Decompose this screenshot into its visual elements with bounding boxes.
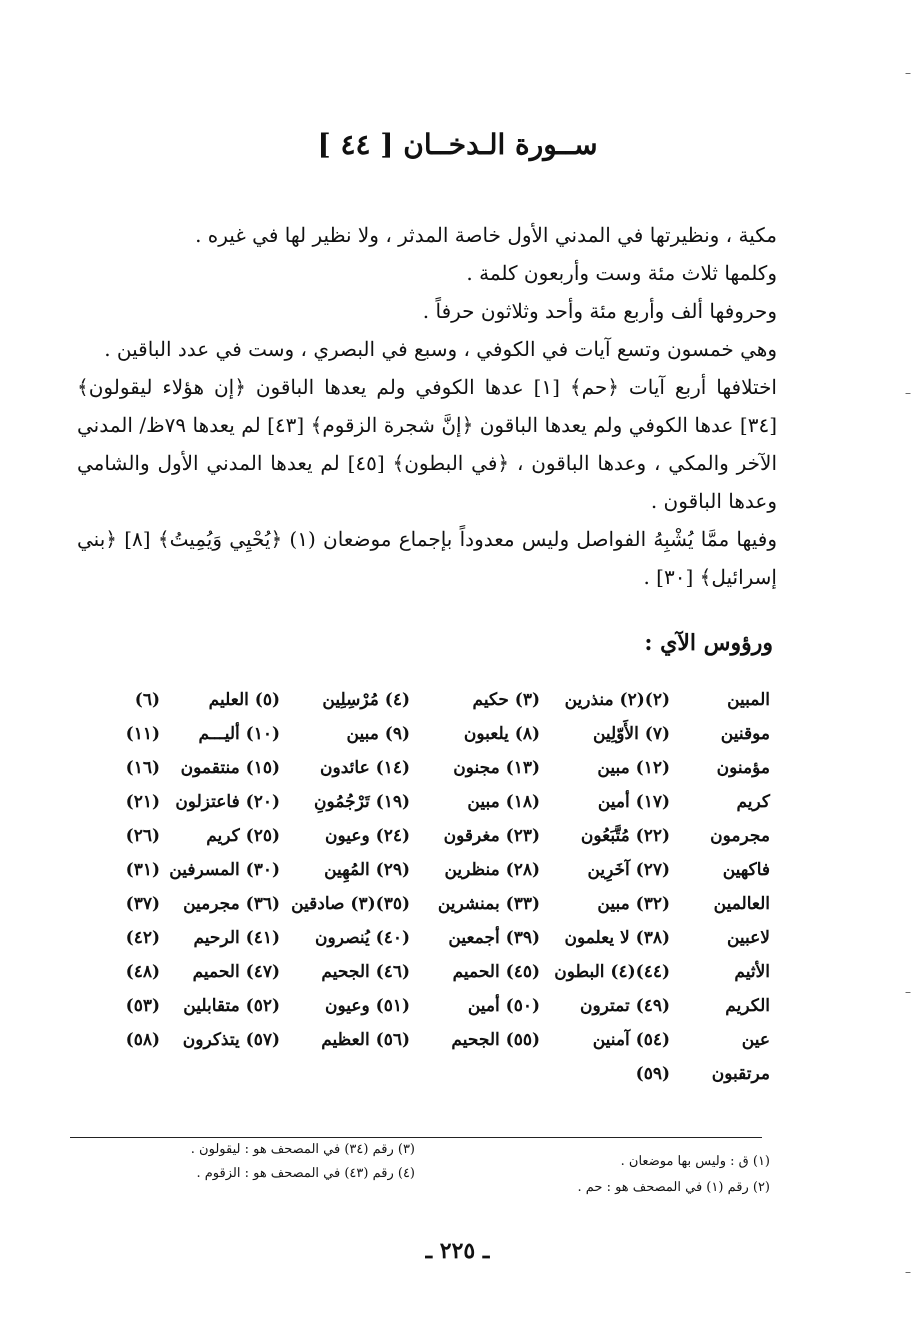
verse-cell: (٥٨) — [125, 1030, 160, 1050]
verse-cell: (١٣) مجنون — [453, 758, 540, 778]
verse-cell: (٤٥) الحميم — [452, 962, 540, 982]
verse-endings-table — [70, 690, 770, 1120]
verse-cell: (٧) الأَوّلِين — [592, 724, 670, 744]
verse-cell: (٢٠) فاعتزلون — [175, 792, 280, 812]
verse-cell: (٤١) الرحيم — [193, 928, 280, 948]
verse-cell: (٥٩) — [635, 1064, 670, 1084]
paragraph-letter-count: وحروفها ألف وأربع مئة وأحد وثلاثون حرفاً . — [422, 299, 777, 323]
verse-cell: (٢٢) مُتَّبَعُون — [580, 826, 670, 846]
verse-cell: مجرمون — [710, 826, 770, 846]
verse-cell: (٣٩) أجمعين — [448, 928, 540, 948]
footnote-4: (٤) رقم (٤٣) في المصحف هو : الزقوم . — [196, 1166, 415, 1181]
verse-cell: (٤٢) — [125, 928, 160, 948]
verse-cell: (٢٣) مغرقون — [443, 826, 540, 846]
verse-cell: موقنين — [720, 724, 770, 744]
verse-cell: (٤٦) الجحيم — [321, 962, 410, 982]
paragraph-word-count: وكلمها ثلاث مئة وست وأربعون كلمة . — [466, 261, 777, 285]
verse-row — [70, 792, 770, 826]
verse-row — [70, 826, 770, 860]
verse-cell: (٣٦) مجرمين — [183, 894, 280, 914]
paragraph-differences: اختلافها أربع آيات ﴿حم﴾ [١] عدها الكوفي ولم يعدها الباقون ﴿إن هؤلاء ليقولون﴾ [٣٤] عدها الكوفي ولم يعدها الباقون ﴿إنَّ شجرة الزقوم﴾ [٤٣] لم يعدها ٧٩ظ/ المدني الآخر والمكي ، وعدها الباقون ، ﴿في البطون﴾ [٤٥] لم يعدها المدني الأول والشامي وعدها الباقون . — [77, 375, 778, 513]
page-number: ـ ٢٢٥ ـ — [425, 1238, 490, 1264]
verse-cell: (٣٠) المسرفين — [169, 860, 280, 880]
verse-row — [70, 1064, 770, 1098]
verse-cell: (١٠) أليـــم — [198, 724, 280, 744]
verse-cell: (١٩) تَرْجُمُونِ — [314, 792, 410, 812]
verse-cell: (٢)(٢) منذرين — [564, 690, 670, 710]
verse-cell: (٥٧) يتذكرون — [182, 1030, 280, 1050]
verse-cell: كريم — [736, 792, 770, 812]
verse-cell: (٥٤) آمنين — [592, 1030, 670, 1050]
verse-cell: (٦) — [134, 690, 160, 710]
verse-cell: (٣٣) بمنشرين — [437, 894, 540, 914]
verse-cell: (٤) مُرْسِلِين — [322, 690, 410, 710]
verse-row — [70, 724, 770, 758]
verse-cell: (٢٨) منظرين — [444, 860, 540, 880]
verse-cell: (١٥) منتقمون — [180, 758, 280, 778]
verse-cell: المبين — [727, 690, 770, 710]
verse-cell: (٢٤) وعيون — [324, 826, 410, 846]
verse-cell: (٢٧) آخَرِين — [587, 860, 670, 880]
verse-cell: (٥) العليم — [208, 690, 280, 710]
paragraph-makkiyya: مكية ، ونظيرتها في المدني الأول خاصة المدثر ، ولا نظير لها في غيره . — [195, 223, 777, 247]
verse-cell: (٩) مبين — [346, 724, 410, 744]
verse-row — [70, 860, 770, 894]
footnote-3: (٣) رقم (٣٤) في المصحف هو : ليقولون . — [190, 1142, 415, 1157]
verse-row — [70, 758, 770, 792]
verse-cell: (١٤) عائدون — [320, 758, 410, 778]
verse-row — [70, 996, 770, 1030]
verse-cell: (١١) — [125, 724, 160, 744]
verse-cell: (٨) يلعبون — [463, 724, 540, 744]
verse-cell: (٢٩) المُهِين — [324, 860, 410, 880]
verse-cell: (٣٨) لا يعلمون — [564, 928, 670, 948]
verse-cell: مؤمنون — [716, 758, 770, 778]
verse-cell: (٥٠) أمين — [467, 996, 540, 1016]
verse-cell: (٤٧) الحميم — [192, 962, 280, 982]
verse-cell: (٥١) وعيون — [324, 996, 410, 1016]
verse-cell: عين — [741, 1030, 770, 1050]
verse-cell: (٣٢) مبين — [597, 894, 670, 914]
verse-cell: الأثيم — [734, 962, 770, 982]
verse-cell: (٢١) — [125, 792, 160, 812]
verse-cell: (٣٥)(٣) صادقين — [291, 894, 410, 914]
verse-row — [70, 928, 770, 962]
verse-row — [70, 690, 770, 724]
verse-row — [70, 1030, 770, 1064]
verse-cell: (٣٧) — [125, 894, 160, 914]
verse-cell: (٢٥) كريم — [206, 826, 280, 846]
intro-text — [77, 216, 777, 596]
footnote-1: (١) ق : وليس بها موضعان . — [620, 1154, 770, 1169]
verse-cell: (١٢) مبين — [597, 758, 670, 778]
verse-cell: (٤٠) يُنصرون — [315, 928, 410, 948]
margin-mark: – — [905, 66, 911, 80]
verse-cell: (٣) حكيم — [472, 690, 540, 710]
verse-cell: (٥٦) العظيم — [321, 1030, 410, 1050]
margin-mark: – — [905, 386, 911, 400]
verse-cell: العالمين — [713, 894, 770, 914]
margin-mark: – — [905, 1265, 911, 1279]
verse-cell: الكريم — [725, 996, 770, 1016]
verse-cell: (٢٦) — [125, 826, 160, 846]
footnotes — [70, 1140, 770, 1220]
footnote-2: (٢) رقم (١) في المصحف هو : حم . — [577, 1180, 770, 1195]
verse-cell: (٣١) — [125, 860, 160, 880]
verse-cell: لاعبين — [726, 928, 770, 948]
verse-cell: (٤٩) تمترون — [579, 996, 670, 1016]
verse-cell: مرتقبون — [711, 1064, 770, 1084]
verse-cell: (١٦) — [125, 758, 160, 778]
footnote-divider — [70, 1137, 762, 1138]
margin-mark: – — [905, 985, 911, 999]
verse-cell: (٤٨) — [125, 962, 160, 982]
verse-cell: (٥٥) الجحيم — [451, 1030, 540, 1050]
verse-endings-heading: ورؤوس الآي : — [644, 630, 773, 656]
paragraph-similar-separators: وفيها ممَّا يُشْبِهُ الفواصل وليس معدوداً بإجماع موضعان (١) ﴿يُحْيِي وَيُمِيتُ﴾ [٨] ﴿بني إسرائيل﴾ [٣٠] . — [77, 527, 777, 589]
verse-cell: فاكهين — [722, 860, 770, 880]
paragraph-verse-count: وهي خمسون وتسع آيات في الكوفي ، وسبع في البصري ، وست في عدد الباقين . — [104, 337, 777, 361]
verse-cell: (٤٤)(٤) البطون — [554, 962, 670, 982]
verse-cell: (١٧) أمين — [597, 792, 670, 812]
verse-cell: (٥٢) متقابلين — [183, 996, 280, 1016]
verse-row — [70, 894, 770, 928]
verse-row — [70, 962, 770, 996]
verse-cell: (١٨) مبين — [467, 792, 540, 812]
verse-cell: (٥٣) — [125, 996, 160, 1016]
surah-title: ســورة الـدخــان [ ٤٤ ] — [317, 128, 598, 161]
